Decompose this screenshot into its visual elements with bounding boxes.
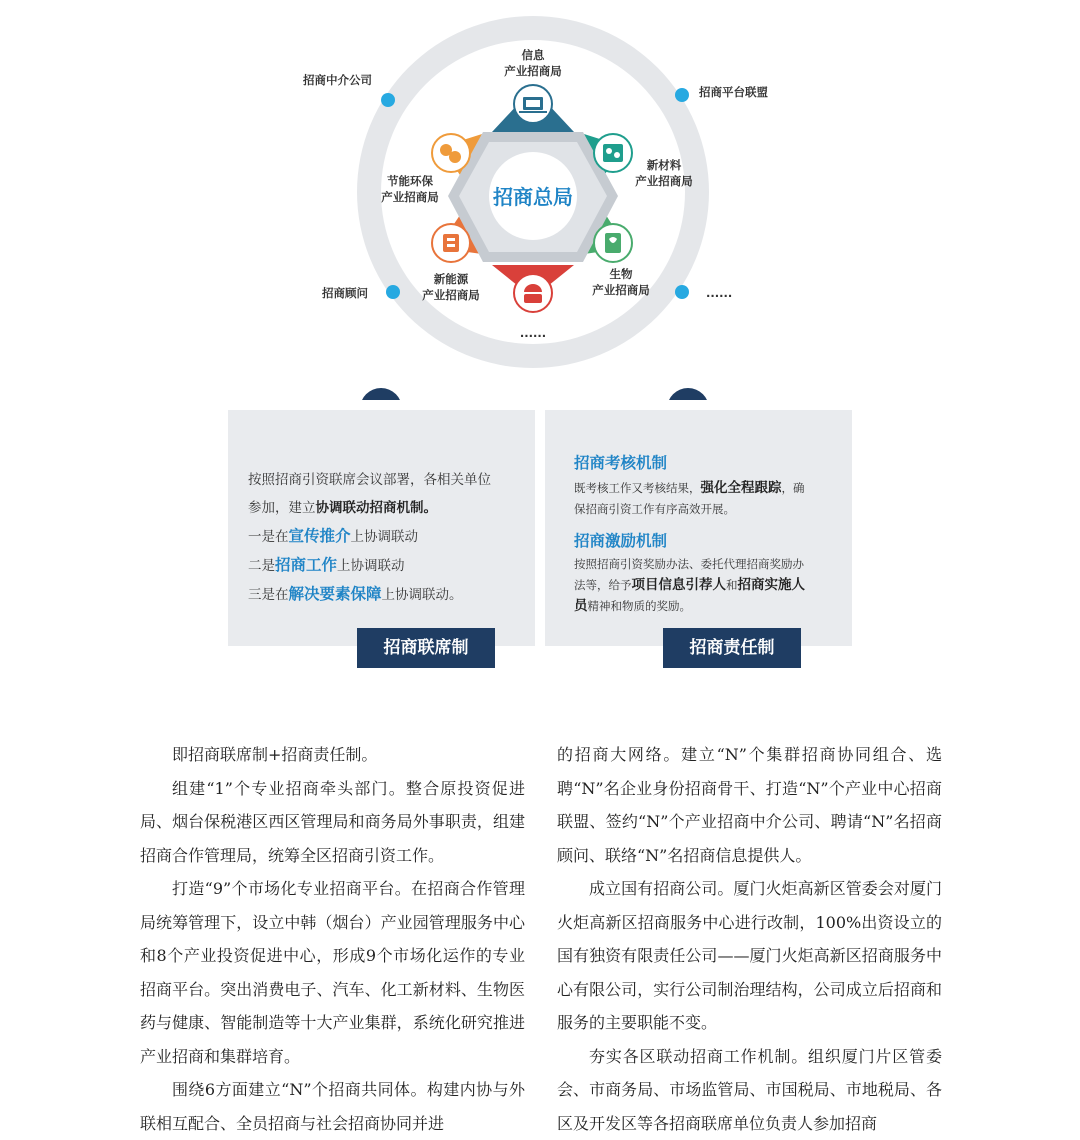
panel-joint-meeting: 按照招商引资联席会议部署，各相关单位 参加，建立协调联动招商机制。 一是在宣传推介上协调联动 二是招商工作上协调联动 三是在解决要素保障上协调联动。 xyxy=(228,410,535,646)
body-left-p4: 围绕6方面建立“N”个招商共同体。构建内协与外联相互配合、全员招商与社会招商协同并进 xyxy=(140,1073,525,1140)
center-label: 招商总局 xyxy=(493,185,573,209)
node-lower-right-line1: 生物 xyxy=(610,267,633,281)
node-lower-right-line2: 产业招商局 xyxy=(592,283,650,297)
outer-dot-top-left xyxy=(381,93,395,107)
body-right-p1: 的招商大网络。建立“N”个集群招商协同组合、选聘“N”名企业身份招商骨干、打造“N”个产业中心招商联盟、签约“N”个产业招商中介公司、聘请“N”名招商顾问、联络“N”名招商信息提供人。 xyxy=(557,738,942,872)
node-upper-right-line2: 产业招商局 xyxy=(635,174,693,188)
outer-label-bottom-left: 招商顾问 xyxy=(321,286,368,300)
body-right-p3: 夯实各区联动招商工作机制。组织厦门片区管委会、市商务局、市场监管局、市国税局、市地税局、各区及开发区等各招商联席单位负责人参加招商 xyxy=(557,1040,942,1140)
info-icon xyxy=(514,85,552,123)
panel-right-h2: 招商激励机制 xyxy=(574,530,834,552)
outer-label-top-right: 招商平台联盟 xyxy=(698,85,768,99)
outer-dot-bottom-left xyxy=(386,285,400,299)
node-upper-right-line1: 新材料 xyxy=(647,158,682,172)
robot-icon xyxy=(514,274,552,312)
tab-responsibility: 招商责任制 xyxy=(663,628,801,668)
panel-left-line1: 按照招商引资联席会议部署，各相关单位 xyxy=(248,466,523,494)
new-energy-icon xyxy=(432,224,470,262)
node-top-line1: 信息 xyxy=(522,48,545,62)
body-left-p3: 打造“9”个市场化专业招商平台。在招商合作管理局统筹管理下，设立中韩（烟台）产业园管理服务中心和8个产业投资促进中心，形成9个市场化运作的专业招商平台。突出消费电子、汽车、化工新材料、生物医药与健康、智能制造等十大产业集群，系统化研究推进产业招商和集群培育。 xyxy=(140,872,525,1073)
node-top-line2: 产业招商局 xyxy=(504,64,562,78)
node-lower-left-line2: 产业招商局 xyxy=(422,288,480,302)
tab-joint-meeting: 招商联席制 xyxy=(357,628,495,668)
outer-label-top-left: 招商中介公司 xyxy=(302,73,372,87)
org-diagram xyxy=(0,0,1080,400)
panel-right-h1: 招商考核机制 xyxy=(574,452,834,474)
person-icon-right xyxy=(663,384,713,400)
person-icon-left xyxy=(356,384,406,400)
body-column-left xyxy=(140,738,525,1140)
outer-dot-top-right xyxy=(675,88,689,102)
body-left-p2: 组建“1”个专业招商牵头部门。整合原投资促进局、烟台保税港区西区管理局和商务局外事职责，组建招商合作管理局，统筹全区招商引资工作。 xyxy=(140,772,525,873)
node-lower-left-line1: 新能源 xyxy=(434,272,469,286)
node-bottom: ...... xyxy=(520,326,546,340)
node-upper-left-line2: 产业招商局 xyxy=(381,190,439,204)
outer-dot-bottom-right xyxy=(675,285,689,299)
panel-responsibility: 招商考核机制 既考核工作又考核结果，强化全程跟踪，确 保招商引资工作有序高效开展。 招商激励机制 按照招商引资奖励办法、委托代理招商奖励办 法等，给予项目信息引荐人和招商实施人 员精神和物质的奖励。 xyxy=(545,410,852,646)
new-material-icon xyxy=(594,134,632,172)
eco-icon xyxy=(432,134,470,172)
outer-label-bottom-right: ...... xyxy=(706,286,732,300)
biology-icon xyxy=(594,224,632,262)
body-left-p1: 即招商联席制+招商责任制。 xyxy=(140,738,525,772)
node-upper-left-line1: 节能环保 xyxy=(387,174,433,188)
body-column-right xyxy=(557,738,942,1140)
body-right-p2: 成立国有招商公司。厦门火炬高新区管委会对厦门火炬高新区招商服务中心进行改制，100%出资设立的国有独资有限责任公司——厦门火炬高新区招商服务中心有限公司，实行公司制治理结构，公司成立后招商和服务的主要职能不变。 xyxy=(557,872,942,1040)
